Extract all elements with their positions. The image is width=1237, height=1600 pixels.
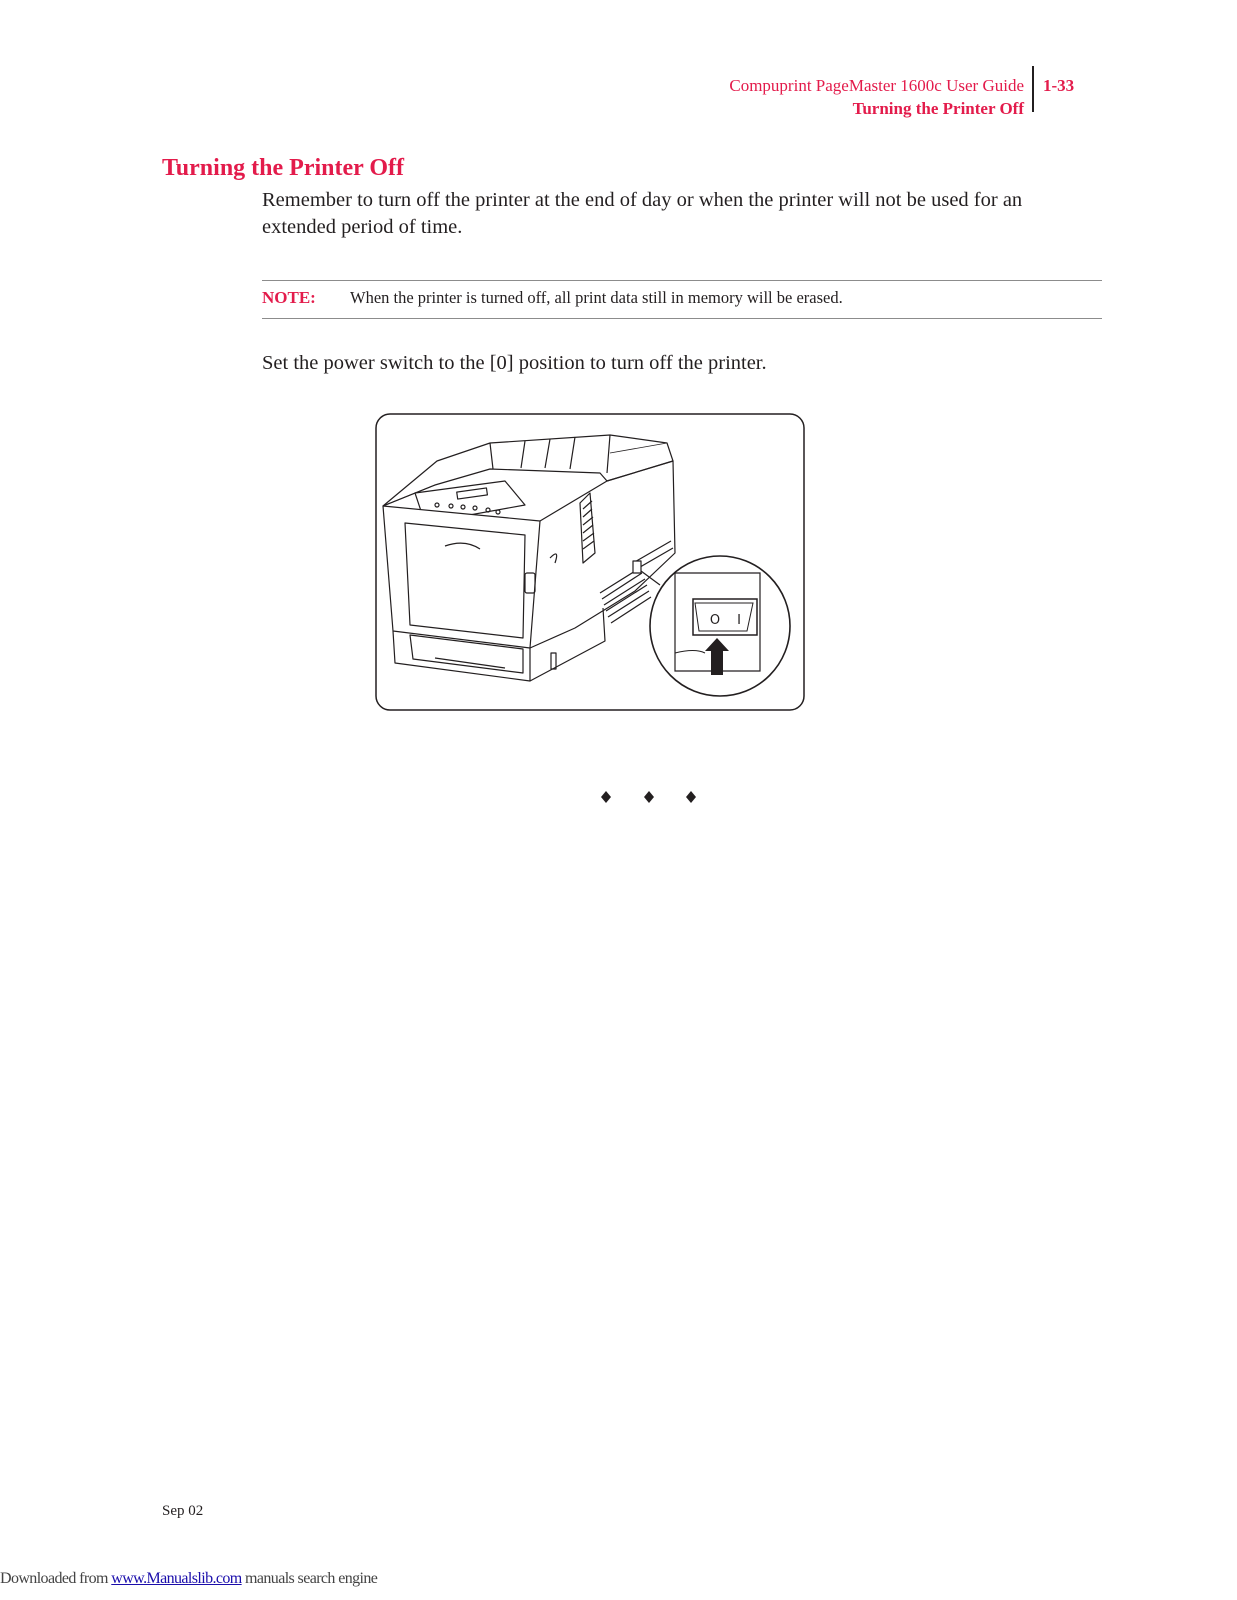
intro-paragraph: Remember to turn off the printer at the end of day or when the printer will not be used for an extended period of time. [262, 189, 1023, 238]
section-end-diamonds [600, 790, 710, 804]
note-bottom-rule [262, 318, 1102, 319]
note-top-rule [262, 280, 1102, 281]
download-attribution [0, 1570, 377, 1588]
manualslib-link[interactable]: www.Manualslib.com [111, 1570, 242, 1587]
footer-date: Sep 02 [162, 1503, 204, 1519]
note-label: NOTE: [262, 288, 316, 307]
header-guide-title: Compuprint PageMaster 1600c User Guide [729, 76, 1024, 95]
page-number: 1-33 [1043, 76, 1075, 95]
diamond-icon [644, 791, 654, 803]
printer-power-switch-illustration [375, 413, 805, 711]
header-divider [1032, 66, 1034, 112]
switch-off-label: O [709, 613, 721, 628]
instruction-paragraph: Set the power switch to the [0] position to turn off the printer. [262, 352, 767, 374]
header-section-title: Turning the Printer Off [852, 99, 1024, 118]
diamond-icon [601, 791, 611, 803]
download-prefix: Downloaded from [0, 1570, 112, 1587]
note-text: When the printer is turned off, all print data still in memory will be erased. [350, 288, 843, 307]
diamond-icon [686, 791, 696, 803]
section-heading: Turning the Printer Off [162, 155, 405, 181]
download-suffix: manuals search engine [241, 1570, 378, 1587]
switch-on-label: I [737, 613, 741, 628]
